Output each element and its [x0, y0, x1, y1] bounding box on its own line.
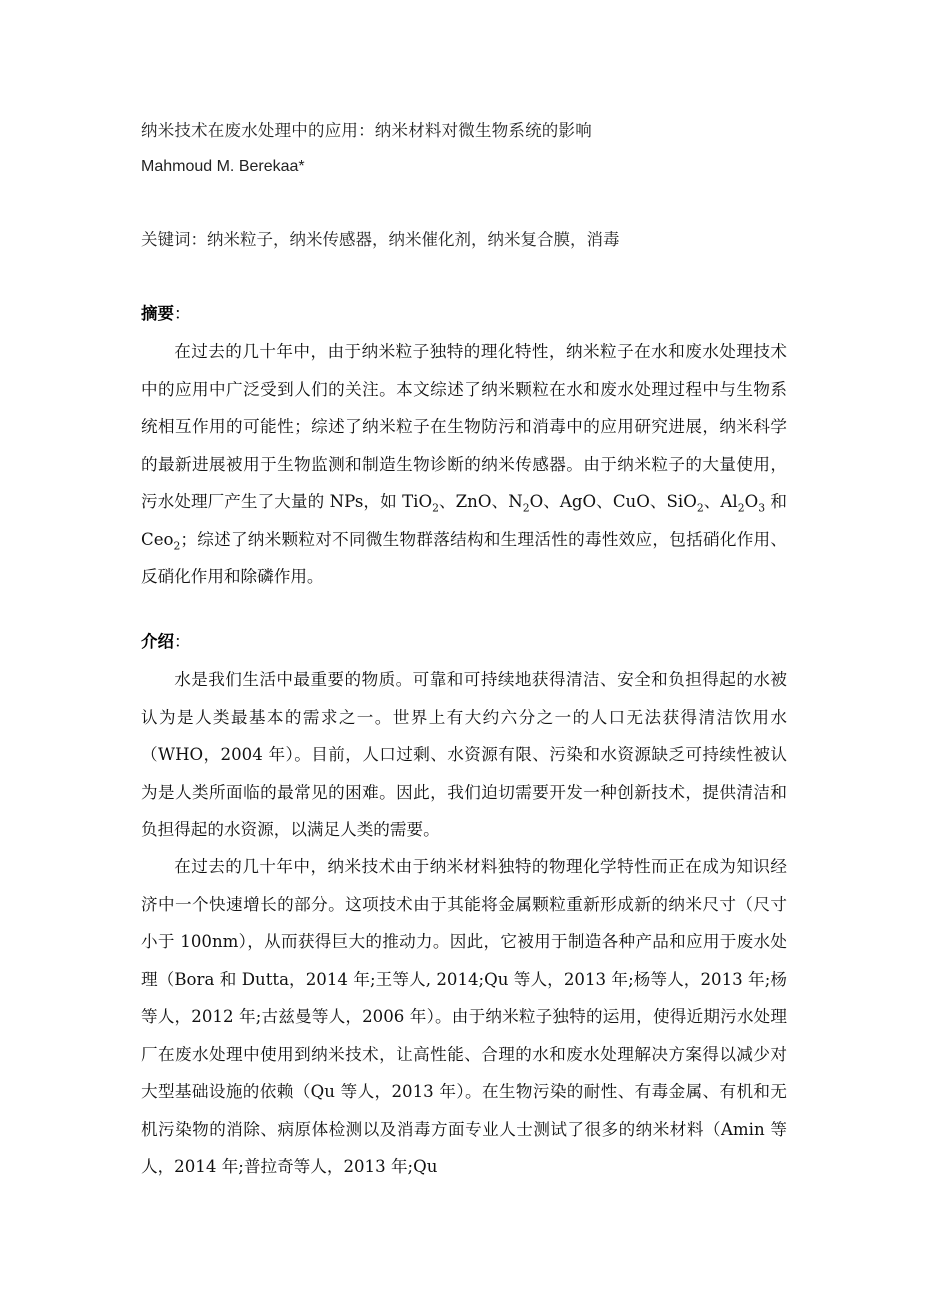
- abstract-sub-6: 2: [173, 538, 181, 552]
- abstract-sub-1: 2: [432, 501, 439, 515]
- abstract-heading: [141, 302, 191, 326]
- abstract-sub-2: 2: [522, 501, 530, 515]
- abstract-paragraph: [141, 333, 787, 596]
- intro-heading: [141, 630, 191, 654]
- abstract-text-1: 在过去的几十年中，由于纳米粒子独特的理化特性，纳米粒子在水和废水处理技术中的应用中广泛受到人们的关注。本文综述了纳米颗粒在水和废水处理过程中与生物系统相互作用的可能性；综述了纳米粒子在生物防污和消毒中的应用研究进展，纳米科学的最新进展被用于生物监测和制造生物诊断的纳米传感器。由于纳米粒子的大量使用，污水处理厂产生了大量的 NPs，如 TiO: [141, 342, 787, 511]
- abstract-heading-label: 摘要: [141, 304, 174, 323]
- abstract-sub-4: 2: [737, 501, 745, 515]
- abstract-sub-5: 3: [758, 501, 766, 515]
- abstract-text-3: O、AgO、CuO、SiO: [529, 492, 697, 511]
- abstract-heading-colon: ：: [174, 304, 191, 323]
- abstract-text-4: 、Al: [703, 492, 738, 511]
- abstract-text-5: O: [744, 492, 759, 511]
- intro-paragraph-2: 在过去的几十年中，纳米技术由于纳米材料独特的物理化学特性而正在成为知识经济中一个快速增长的部分。这项技术由于其能将金属颗粒重新形成新的纳米尺寸（尺寸小于 100nm），从而获得巨大的推动力。因此，它被用于制造各种产品和应用于废水处理（Bora 和 Dutta，2014 年;王等人, 2014;Qu 等人，2013 年;杨等人，2013 年;杨等人，2012 年;古兹曼等人，2006 年）。由于纳米粒子独特的运用，使得近期污水处理厂在废水处理中使用到纳米技术，让高性能、合理的水和废水处理解决方案得以减少对大型基础设施的依赖（Qu 等人，2013 年）。在生物污染的耐性、有毒金属、有机和无机污染物的消除、病原体检测以及消毒方面专业人士测试了很多的纳米材料（Amin 等人，2014 年;普拉奇等人，2013 年;Qu: [141, 857, 787, 1176]
- intro-heading-colon: ：: [174, 632, 191, 651]
- abstract-text-7: ；综述了纳米颗粒对不同微生物群落结构和生理活性的毒性效应，包括硝化作用、反硝化作用和除磷作用。: [141, 529, 787, 586]
- abstract-text-6: 和 Ceo: [141, 492, 787, 549]
- abstract-sub-3: 2: [696, 501, 704, 515]
- paper-keywords: 关键词：纳米粒子，纳米传感器，纳米催化剂，纳米复合膜，消毒: [141, 230, 620, 249]
- intro-paragraph-1: 水是我们生活中最重要的物质。可靠和可持续地获得清洁、安全和负担得起的水被认为是人类最基本的需求之一。世界上有大约六分之一的人口无法获得清洁饮用水（WHO，2004 年）。目前，人口过剩、水资源有限、污染和水资源缺乏可持续性被认为是人类所面临的最常见的困难。因此，我们迫切需要开发一种创新技术，提供清洁和负担得起的水资源，以满足人类的需要。: [141, 670, 787, 839]
- paper-author: Mahmoud M. Berekaa*: [141, 158, 305, 175]
- abstract-text-2: 、ZnO、N: [438, 492, 523, 511]
- intro-heading-label: 介绍: [141, 632, 174, 651]
- paper-title: 纳米技术在废水处理中的应用：纳米材料对微生物系统的影响: [141, 121, 592, 140]
